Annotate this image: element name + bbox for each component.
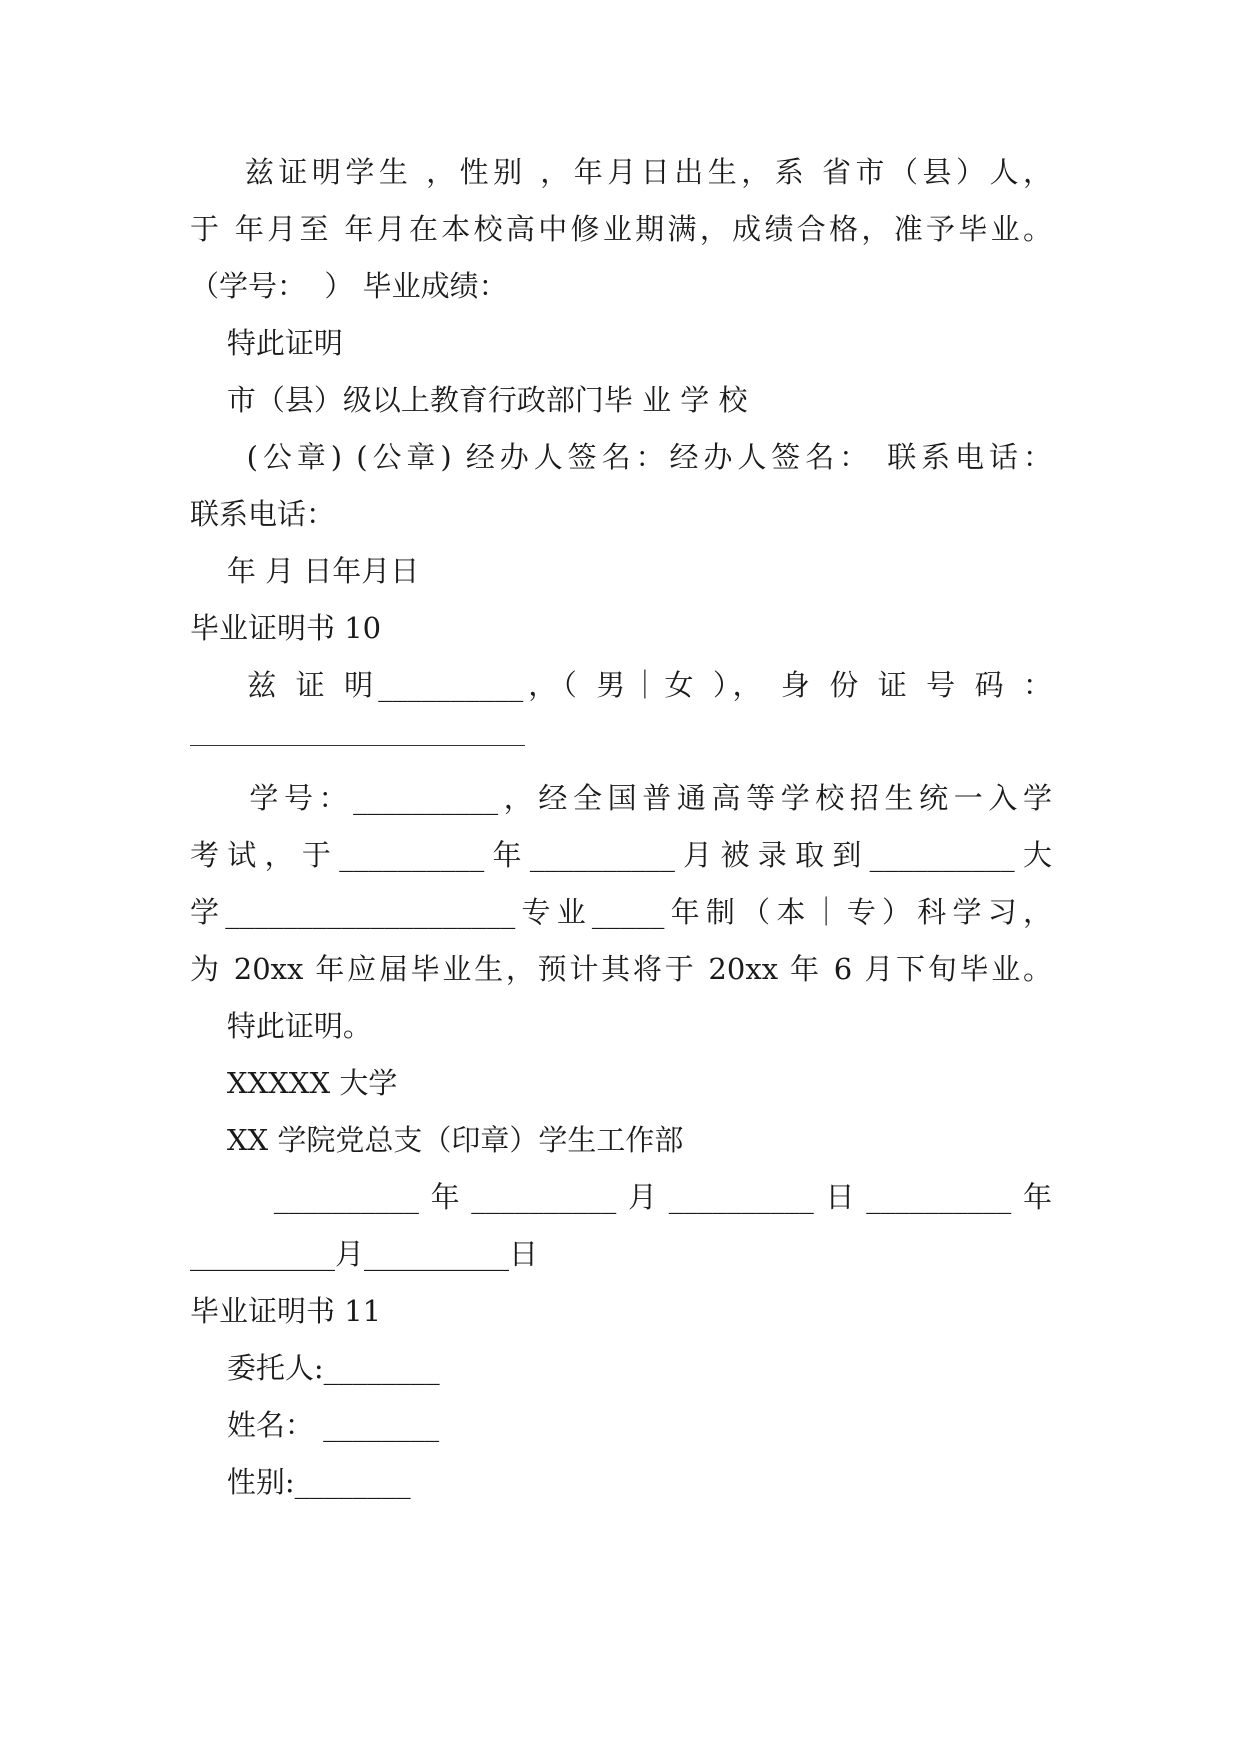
section-heading-11: 毕业证明书 11 — [190, 1294, 382, 1328]
admission-line: 考试，于__________年__________月被录取到__________大 — [190, 838, 1052, 872]
section-heading-10: 毕业证明书 10 — [190, 611, 382, 645]
student-number-line: 学号：__________，经全国普通高等学校招生统一入学 — [190, 781, 1052, 815]
certificate-paragraph-line-3: （学号： ） 毕业成绩： — [190, 269, 508, 303]
issuer-names: 市（县）级以上教育行政部门毕 业 学 校 — [190, 383, 748, 417]
graduation-line: 为 20xx 年应届毕业生，预计其将于 20xx 年 6 月下旬毕业。 — [190, 952, 1052, 986]
proof-statement-2: 特此证明。 — [190, 1009, 372, 1043]
name-field: 姓名： ________ — [190, 1408, 440, 1442]
certificate-paragraph-line-1: 兹证明学生 ，性别 ，年月日出生，系 省市（县）人， — [190, 155, 1052, 189]
certify-name-gender-id-line: 兹 证 明__________，（ 男｜女 ）， 身 份 证 号 码 ： — [190, 668, 1052, 702]
date-blanks-line-1: __________年__________月__________日__________年 — [190, 1180, 1052, 1214]
certificate-paragraph-line-2: 于 年月至 年月在本校高中修业期满，成绩合格，准予毕业。 — [190, 212, 1052, 246]
contact-phone-line: 联系电话： — [190, 497, 336, 531]
date-blanks-line-2: __________月__________日 — [190, 1237, 539, 1271]
department-names: XX 学院党总支（印章）学生工作部 — [190, 1123, 684, 1157]
proof-statement: 特此证明 — [190, 326, 343, 360]
university-name: XXXXX 大学 — [190, 1066, 398, 1100]
date-line: 年 月 日年月日 — [190, 554, 420, 588]
id-number-blank-line — [190, 745, 525, 746]
seal-and-signature-line: (公章) (公章) 经办人签名：经办人签名： 联系电话： — [190, 440, 1052, 474]
gender-field: 性别:________ — [190, 1465, 411, 1499]
major-line: 学____________________专业_____年制（本｜专）科学习， — [190, 895, 1052, 929]
client-field: 委托人:________ — [190, 1351, 440, 1385]
